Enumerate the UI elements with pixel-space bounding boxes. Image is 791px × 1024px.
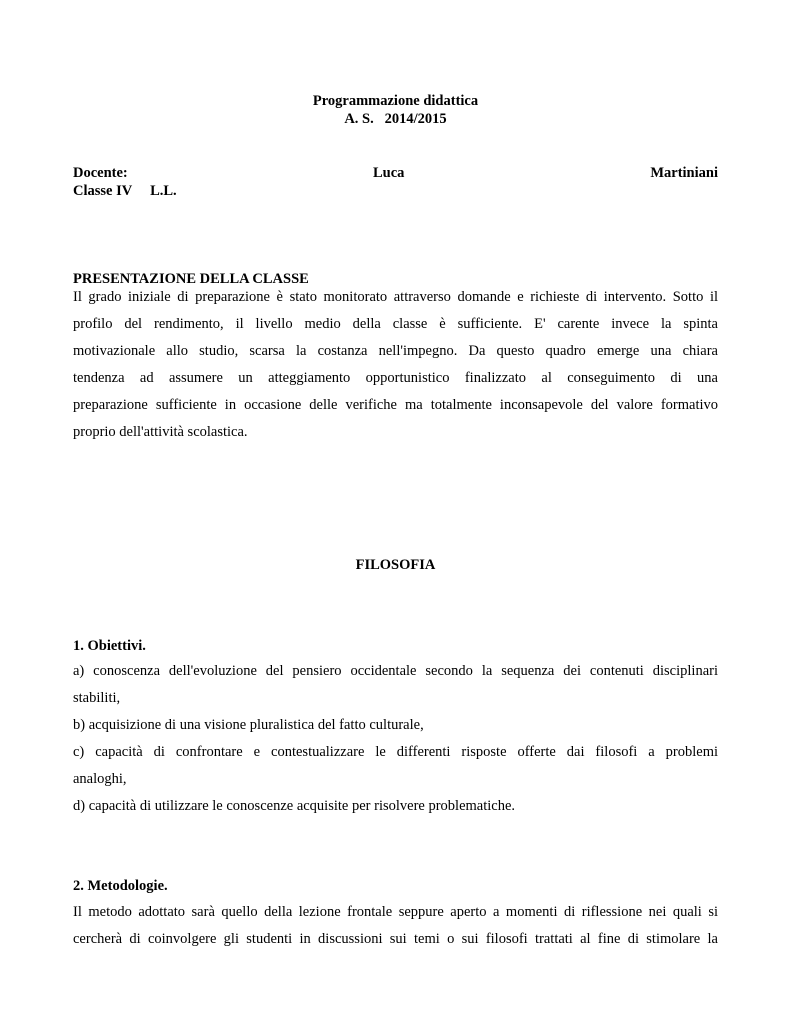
document-title: Programmazione didattica [312, 93, 479, 109]
objectives-heading: 1. Obiettivi. [73, 638, 146, 654]
presentation-heading: PRESENTAZIONE DELLA CLASSE [73, 271, 309, 287]
objective-item: b) acquisizione di una visione pluralistica del fatto culturale, [73, 717, 424, 733]
subject-heading: FILOSOFIA [355, 557, 436, 573]
presentation-line: proprio dell'attività scolastica. [73, 424, 248, 440]
objective-item: a) conoscenza dell'evoluzione del pensiero occidentale secondo la sequenza dei contenuti disciplinari [73, 663, 718, 679]
presentation-line: profilo del rendimento, il livello medio della classe è sufficiente. E' carente invece la spinta [73, 316, 718, 332]
objective-item: c) capacità di confrontare e contestualizzare le differenti risposte offerte dai filosofi a problemi [73, 744, 718, 760]
methods-heading: 2. Metodologie. [73, 878, 168, 894]
teacher-label: Docente: [73, 165, 128, 181]
methods-line: Il metodo adottato sarà quello della lezione frontale seppure aperto a momenti di riflessione nei quali si [73, 904, 718, 920]
objective-item: d) capacità di utilizzare le conoscenze acquisite per risolvere problematiche. [73, 798, 516, 814]
presentation-line: tendenza ad assumere un atteggiamento opportunistico finalizzato al conseguimento di una [73, 370, 718, 386]
teacher-first-name: Luca [373, 165, 405, 181]
objective-item: stabiliti, [73, 690, 121, 706]
objective-item: analoghi, [73, 771, 127, 787]
class-label: Classe IV L.L. [73, 183, 177, 199]
presentation-line: preparazione sufficiente in occasione delle verifiche ma totalmente inconsapevole del valore formativo [73, 397, 718, 413]
teacher-last-name: Martiniani [650, 165, 718, 181]
methods-line: cercherà di coinvolgere gli studenti in discussioni sui temi o sui filosofi trattati al fine di stimolare la [73, 931, 718, 947]
presentation-line: motivazionale allo studio, scarsa la costanza nell'impegno. Da questo quadro emerge una chiara [73, 343, 718, 359]
presentation-line: Il grado iniziale di preparazione è stato monitorato attraverso domande e richieste di intervento. Sotto il [73, 289, 718, 305]
school-year: A. S. 2014/2015 [344, 111, 447, 127]
